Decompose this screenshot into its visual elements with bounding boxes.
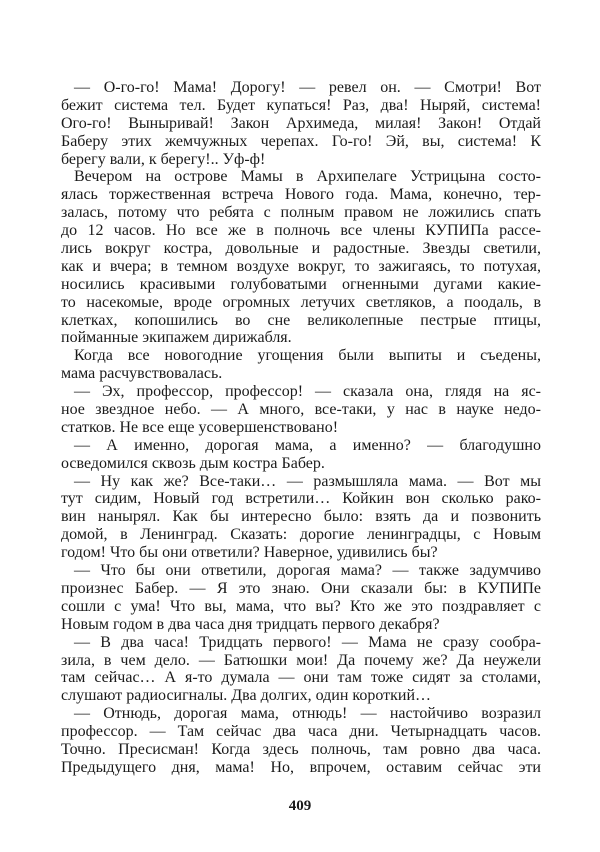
text-line: бежит система тел. Будет купаться! Раз, два! Ныряй, система! [61,96,541,114]
text-line: статков. Не все еще усовершенствовано! [61,418,339,436]
text-line: — В два часа! Тридцать первого! — Мама не сразу сообра- [74,633,541,651]
text-line: — О-го-го! Мама! Дорогу! — ревел он. — Смотри! Вот [74,79,541,96]
text-line: Точно. Пресисман! Когда здесь полночь, там ровно два часа. [61,740,541,758]
text-line: домой, в Ленинград. Сказать: дорогие ленинградцы, с Новым [61,526,541,544]
text-line: — А именно, дорогая мама, а именно? — благодушно [74,436,541,454]
text-line: тут сидим, Новый год встретили… Койкин вон сколько рако- [61,490,541,508]
text-line: как и вчера; в темном воздухе вокруг, то зажигаясь, то потухая, [61,257,541,275]
text-line: сошли с ума! Что вы, мама, что вы? Кто же это поздравляет с [61,597,541,615]
text-line: пойманные экипажем дирижабля. [61,329,292,347]
text-line: до 12 часов. Но все же в полночь все члены КУПИПа рассе- [61,222,541,240]
text-line: мама расчувствовалась. [61,365,223,383]
text-line: Новым годом в два часа дня тридцать первого декабря? [61,615,440,633]
text-line: Вечером на острове Мамы в Архипелаге Устрицына состо- [74,168,541,186]
text-line: Ого-го! Выныривай! Закон Архимеда, милая! Закон! Отдай [61,114,541,132]
text-line: там сейчас… А я-то думала — они там тоже сидят за столами, [61,669,541,687]
text-line: Баберу этих жемчужных черепах. Го-го! Эй, вы, система! К [61,132,541,150]
text-line: годом! Что бы они ответили? Наверное, удивились бы? [61,544,438,562]
text-line: осведомился сквозь дым костра Бабер. [61,454,325,472]
page-number: 409 [288,798,312,814]
text-line: произнес Бабер. — Я это знаю. Они сказали бы: в КУПИПе [61,579,541,597]
text-line: слушают радиосигналы. Два долгих, один короткий… [61,687,432,705]
text-line: — Что бы они ответили, дорогая мама? — также задумчиво [74,562,541,580]
text-line: профессор. — Там сейчас два часа дни. Четырнадцать часов. [61,723,541,741]
text-line: вин нанырял. Как бы интересно было: взять да и позвонить [61,508,541,526]
page-body-text [61,79,541,777]
text-line: — Ну как же? Все-таки… — размышляла мама. — Вот мы [74,472,541,490]
text-line: залась, потому что ребята с полным правом не ложились спать [61,204,541,222]
text-line: — Отнюдь, дорогая мама, отнюдь! — настойчиво возразил [74,705,541,723]
text-line: Когда все новогодние угощения были выпиты и съедены, [74,347,541,365]
text-line: ялась торжественная встреча Нового года. Мама, конечно, тер- [61,186,541,204]
text-line: берегу вали, к берегу!.. Уф-ф! [61,150,266,168]
text-line: зила, в чем дело. — Батюшки мои! Да почему же? Да неужели [61,651,541,669]
text-line: ное звездное небо. — А много, все-таки, у нас в науке недо- [61,401,541,419]
text-line: Предыдущего дня, мама! Но, впрочем, оставим сейчас эти [61,758,541,776]
text-line: лись вокруг костра, довольные и радостные. Звезды светили, [61,240,541,258]
text-line: — Эх, профессор, профессор! — сказала она, глядя на яс- [74,383,541,401]
text-line: то насекомые, вроде огромных летучих светляков, а поодаль, в [61,293,541,311]
text-line: носились красивыми голубоватыми огненными дугами какие- [61,275,541,293]
text-line: клетках, копошились во сне великолепные пестрые птицы, [61,311,541,329]
